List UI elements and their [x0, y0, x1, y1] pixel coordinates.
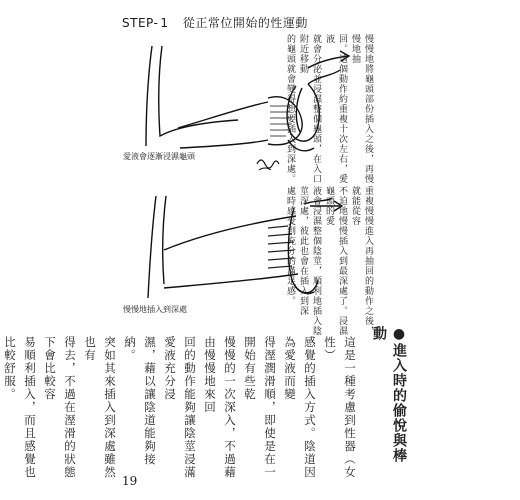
- section-heading-text: 進入時的偷悅與棒動: [371, 326, 407, 463]
- step-label: STEP-: [122, 16, 159, 30]
- note-1-line: 的龜頭就會變得想要插入到深處。: [285, 34, 295, 184]
- note-2: [283, 186, 374, 336]
- note-2-line: 處時感受到充分的滿足感。: [285, 186, 295, 306]
- note-1-line: 回。這個動作約重複十次左右，愛液: [324, 34, 347, 184]
- body-line: 這是一種考慮到性器（女性）: [323, 336, 357, 479]
- step-number: 1: [160, 16, 169, 30]
- figure-1-caption: 愛液會逐漸浸濕龜頭: [123, 152, 195, 161]
- body-line: 回的動作能夠讓陰莖浸滿愛液充分浸: [163, 336, 197, 479]
- page-number: 19: [122, 474, 138, 488]
- section-body: [3, 336, 360, 484]
- body-line: 得溼潤滑順，即使是在一開始有些乾: [243, 336, 277, 479]
- body-line: 得去，不過在溼滑的狀態下會比較容: [43, 336, 77, 479]
- note-1-line: 慢慢地將龜頭部份插入之後，再慢慢地抽: [350, 34, 373, 184]
- body-line: 慢慢的一次深入，不過藉由慢慢地來回: [203, 336, 237, 479]
- note-2-line: 液會浸濕整個陰莖，順利地插入陰莖深處，彼此也會在插入到深: [298, 186, 321, 336]
- bullet-icon: ●: [391, 326, 407, 343]
- note-1: [283, 34, 374, 184]
- body-line: 易順利插入，而且感覺也比較舒服。: [3, 336, 37, 479]
- section-heading: [369, 326, 409, 476]
- body-line: 濕，藉以讓陰道能夠接納。: [123, 336, 157, 466]
- body-line: 突如其來插入到深處雖然也有: [83, 336, 117, 479]
- note-2-line: 重複慢慢進入再抽回的動作之後，就能從容: [350, 186, 373, 336]
- note-1-line: 就會分泌並浸濕整個龜頭，在入口附近移動: [298, 34, 321, 184]
- step-header: [122, 14, 308, 31]
- figure-2-caption: 慢慢地插入到深處: [123, 305, 187, 314]
- body-line: 感覺的插入方式。陰道因為愛液而變: [283, 336, 317, 479]
- page-title: 從正常位開始的性運動: [182, 16, 308, 30]
- hair-mark-1: [255, 154, 281, 174]
- note-2-line: 不迫地慢慢插入到最深處了。浸濕龜頭的愛: [324, 186, 347, 336]
